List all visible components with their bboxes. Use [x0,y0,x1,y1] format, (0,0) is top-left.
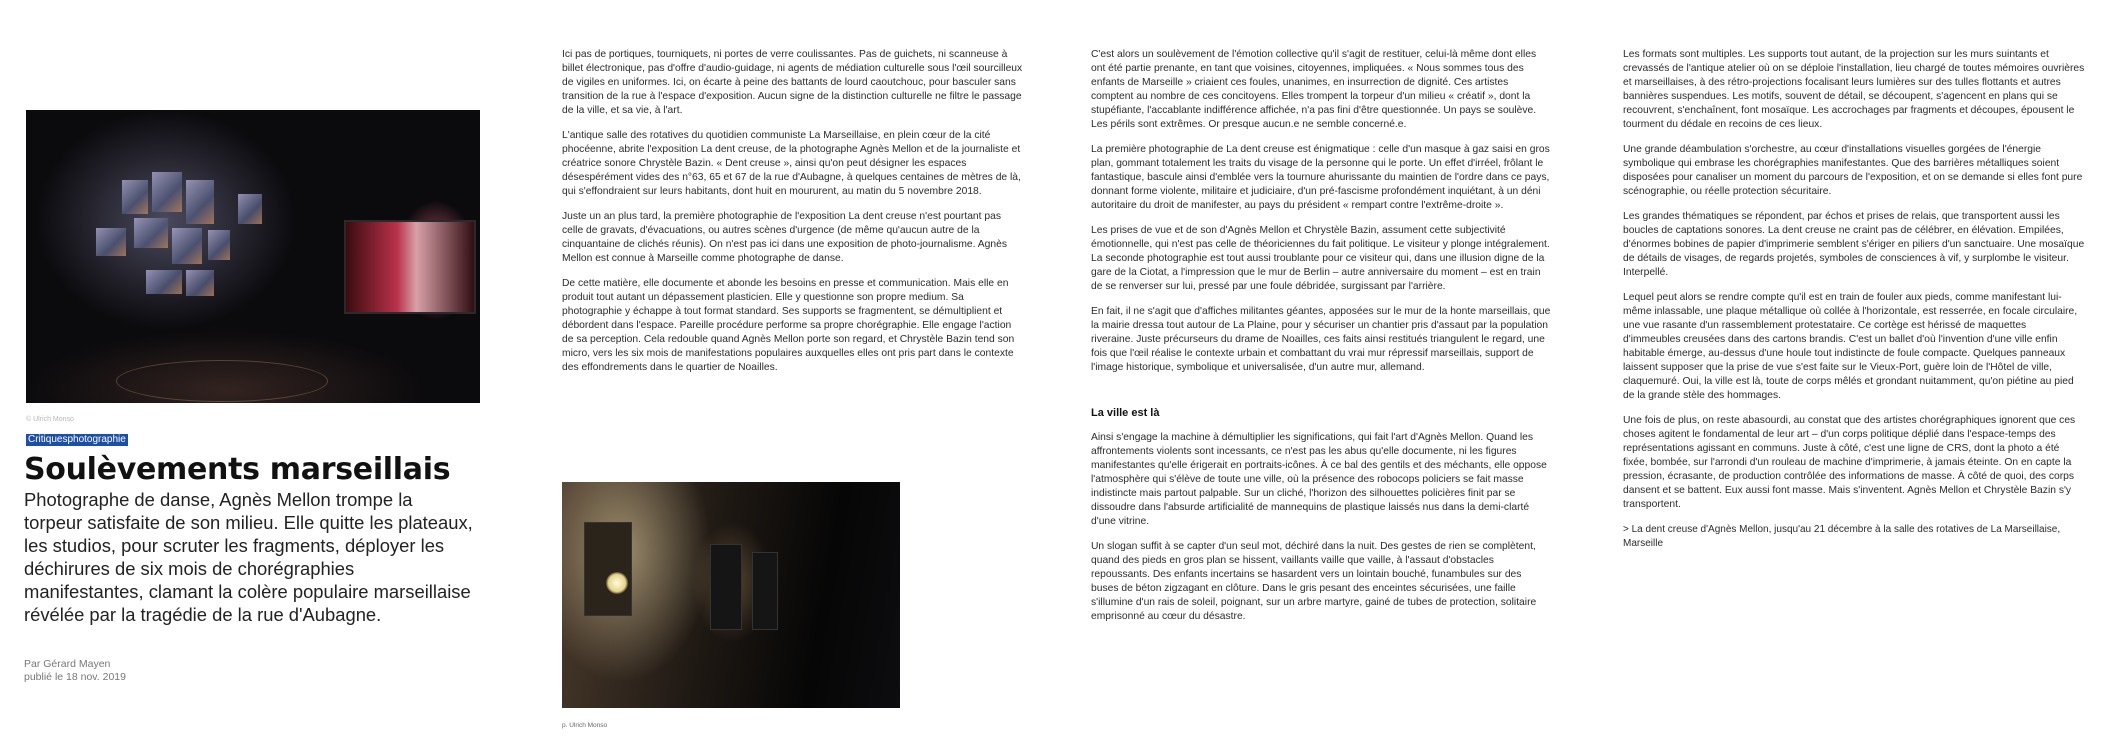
exhibition-photo-corridor [562,482,900,708]
paragraph: C'est alors un soulèvement de l'émotion collective qu'il s'agit de restituer, celui-là même dont elles ont été partie prenante, en tant que voisines, citoyennes, impliquées. « Nous sommes tous des enfants de Marseille » criaient ces foules, unanimes, en insurrection de dignité. Ces artistes comptent au nombre de ces concitoyens. Elles trompent la torpeur d'un milieu « créatif », dont la stupéfiante, l'accablante indifférence affichée, n'a pas fini d'être questionnée. Un pays se soulève. Les périls sont extrêmes. Or presque aucun.e ne semble concerné.e. [1091,49,1537,130]
paragraph: Ainsi s'engage la machine à démultiplier les significations, qui fait l'art d'Agnès Mellon. Quand les affrontements violents sont incessants, ce n'est pas les abus qu'elle documente, ni les figures manifestantes qu'elle érigerait en portraits-icônes. À ce bal des gentils et des méchants, elle oppose l'atmosphère qui s'élève de toute une ville, où la présence des robocops policiers se fait masse indistincte mais partout palpable. Sur un cliché, l'horizon des silhouettes policières finit par se dissoudre dans l'absurde artificialité de mannequins de plastique laissés nus dans la demi-clarté d'une vitrine. [1091,432,1547,527]
page-title: Soulèvements marseillais [24,452,451,487]
exhibition-footnote: > La dent creuse d'Agnès Mellon, jusqu'au 21 décembre à la salle des rotatives de La Marseillaise, Marseille [1623,524,2061,549]
paragraph: Juste un an plus tard, la première photographie de l'exposition La dent creuse n'est pourtant pas celle de gravats, d'évacuations, ou autres scènes d'urgence (de même qu'aucun autre de la cinquantaine de clichés réunis). On n'est pas ici dans une exposition de photo-journalisme. Agnès Mellon est connue à Marseille comme photographe de danse. [562,211,1008,264]
paragraph: Les formats sont multiples. Les supports tout autant, de la projection sur les murs suintants et crevassés de l'antique atelier où on se déploie l'installation, lieu chargé de toutes mémoires ouvrières et marseillaises, à des rétro-projections focalisant leurs lumières sur des tulles flottants et autres bannières suspendues. Les motifs, souvent de détail, se découpent, s'agencent en plans qui se recouvrent, s'enchaînent, font mosaïque. Les accrochages par fragments et découpes, épousent le tourment du dédale en recoins de ces lieux. [1623,49,2085,130]
paragraph: Ici pas de portiques, tourniquets, ni portes de verre coulissantes. Pas de guichets, ni scanneuse à billet électronique, pas d'offre d'audio-guidage, ni agents de médiation culturelle sous l'œil sourcilleux de vigiles en uniformes. Ici, on écarte à peine des battants de lourd caoutchouc, pour basculer sans transition de la rue à l'espace d'exposition. Aucun signe de la distinction culturelle ne filtre le passage de la ville, et sa vie, à l'art. [562,49,1023,116]
paragraph: La première photographie de La dent creuse est énigmatique : celle d'un masque à gaz saisi en gros plan, gommant totalement les traits du visage de la personne qui le porte. Un effet d'irréel, frôlant le fantastique, bascule ainsi d'emblée vers la tournure ahurissante du maintien de l'ordre dans ce pays, donnant forme violente, militaire et judiciaire, d'un pré-fascisme profondément inquiétant, à un déni autoritaire du droit de manifester, au pays du président « rempart contre l'extrême-droite ». [1091,144,1550,211]
paragraph: Un slogan suffit à se capter d'un seul mot, déchiré dans la nuit. Des gestes de rien se complètent, quand des pieds en gros plan se hissent, vaillants vaille que vaille, à l'assaut d'obstacles repoussants. Des enfants incertains se hasardent vers un lointain bouché, funambules sur des buses de béton zigzagant en clôture. Dans le gris pesant des enceintes sécurisées, une faille s'illumine d'un rais de soleil, poignant, sur un arbre martyre, gainé de tubes de protection, solitaire emprisonné au cœur du désastre. [1091,541,1537,622]
article-column-3 [1091,48,1551,635]
paragraph: De cette matière, elle documente et abonde les besoins en presse et communication. Mais elle en produit tout autant un dépassement plasticien. Elle y questionne son propre medium. Sa photographie y échappe à tout format standard. Ses supports se fragmentent, se démultiplient et débordent dans l'espace. Pareille procédure performe sa propre chorégraphie. Elle engage l'action de sa perception. Cela redouble quand Agnès Mellon porte son regard, et Chrystèle Bazin tend son micro, vers les six mois de manifestations populaires auxquelles elles ont pris part dans le contexte des effondrements dans le quartier de Noailles. [562,278,1015,373]
article-column-2 [562,48,1024,386]
article-column-4 [1623,48,2085,562]
paragraph: L'antique salle des rotatives du quotidien communiste La Marseillaise, en plein cœur de la cité phocéenne, abrite l'exposition La dent creuse, de la photographe Agnès Mellon et de la journaliste et créatrice sonore Chrystèle Bazin. « Dent creuse », ainsi qu'on peut désigner les espaces désespérément vides des n°63, 65 et 67 de la rue d'Aubagne, à quelques centaines de mètres de là, qui s'effondraient sur leurs habitants, dont huit en moururent, au matin du 5 novembre 2018. [562,130,1021,197]
paragraph: En fait, il ne s'agit que d'affiches militantes géantes, apposées sur le mur de la honte marseillais, que la mairie dressa tout autour de La Plaine, pour y sécuriser un chantier pris d'assaut par la population riveraine. Juste précurseurs du drame de Noailles, ces faits ainsi restitués triangulent le regard, une fois que l'œil réalise le contexte urbain et combattant du vrai mur répressif marseillais, support de l'image historique, symbolique et universalisée, d'un autre mur, allemand. [1091,306,1551,373]
section-subheading: La ville est là [1091,407,1160,419]
paragraph: Lequel peut alors se rendre compte qu'il est en train de fouler aux pieds, comme manifestant lui-même inlassable, une plaque métallique où collée à l'horizontale, est resserrée, en focale circulaire, une vue rasante d'un rassemblement protestataire. Ce cortège est hérissé de maquettes d'immeubles creusées dans des cartons brandis. C'est un ballet d'où l'invention d'une ville enfin habitable émerge, au-dessus d'une houle tout indistincte de foule compacte. Quelques panneaux laissent supposer que la prise de vue s'est faite sur le Vieux-Port, guère loin de l'Hôtel de ville, claquemuré. Oui, la ville est là, toute de corps mêlés et grondant nuitamment, qu'on piétine au pied de la grande stèle des hommages. [1623,292,2078,401]
photo-credit: © Ulrich Monso [26,416,74,423]
publish-date: publié le 18 nov. 2019 [24,671,126,683]
author: Par Gérard Mayen [24,658,111,670]
lamp-light [606,572,628,594]
paragraph: Les prises de vue et de son d'Agnès Mellon et Chrystèle Bazin, assument cette subjectivité émotionnelle, qui n'est pas celle de théoriciennes du fait politique. Le visiteur y plonge intégralement. La seconde photographie est tout aussi troublante pour ce visiteur qui, dans une illusion digne de la gare de la Ciotat, a l'impression que le mur de Berlin – autre anniversaire du moment – est en train de se renverser sur lui, pressé par une foule débridée, surgissant par l'arrière. [1091,225,1550,292]
photo-caption: p. Ulrich Monso [562,722,608,729]
paragraph: Les grandes thématiques se répondent, par échos et prises de relais, que transportent aussi les boucles de captations sonores. La dent creuse ne craint pas de célébrer, en élévation. Empilées, d'énormes bobines de papier d'imprimerie semblent s'ériger en piliers d'un sanctuaire. Une mosaïque de détails de visages, de regards projetés, symboles de consciences à vif, y surplombe le visiteur. Interpellé. [1623,211,2085,278]
byline [24,658,126,684]
exhibition-photo-installation [26,110,480,403]
paragraph: Une grande déambulation s'orchestre, au cœur d'installations visuelles gorgées de l'énergie symbolique qui embrase les chorégraphies manifestantes. Que des barrières métalliques soient disposées pour canaliser un moment du parcours de l'exposition, et on se demande si elles font pure scénographie, ou réelle protection sécuritaire. [1623,144,2083,197]
category-tags[interactable]: Critiquesphotographie [28,434,126,445]
projection-screen [344,220,476,314]
paragraph: Une fois de plus, on reste abasourdi, au constat que des artistes chorégraphiques ignorent que ces choses agitent le fondamental de leur art – d'un corps politique déplié dans l'espace-temps des représentations agissant en communs. Juste à côté, c'est une ligne de CRS, dont la photo a été fixée, bombée, sur l'arrondi d'un rouleau de machine d'imprimerie, à jamais éteinte. On en capte la pression, écrasante, de production contrôlée des informations de masse. À côté de quoi, des corps dansent et se battent. Eux aussi font masse. Mais s'inventent. Agnès Mellon et Chrystèle Bazin s'y transportent. [1623,415,2076,510]
article-lede: Photographe de danse, Agnès Mellon trompe la torpeur satisfaite de son milieu. Elle quitte les plateaux, les studios, pour scruter les fragments, déployer les déchirures de six mois de chorégraphies manifestantes, clamant la colère populaire marseillaise révélée par la tragédie de la rue d'Aubagne. [24,489,473,625]
floor-projection [116,360,328,402]
